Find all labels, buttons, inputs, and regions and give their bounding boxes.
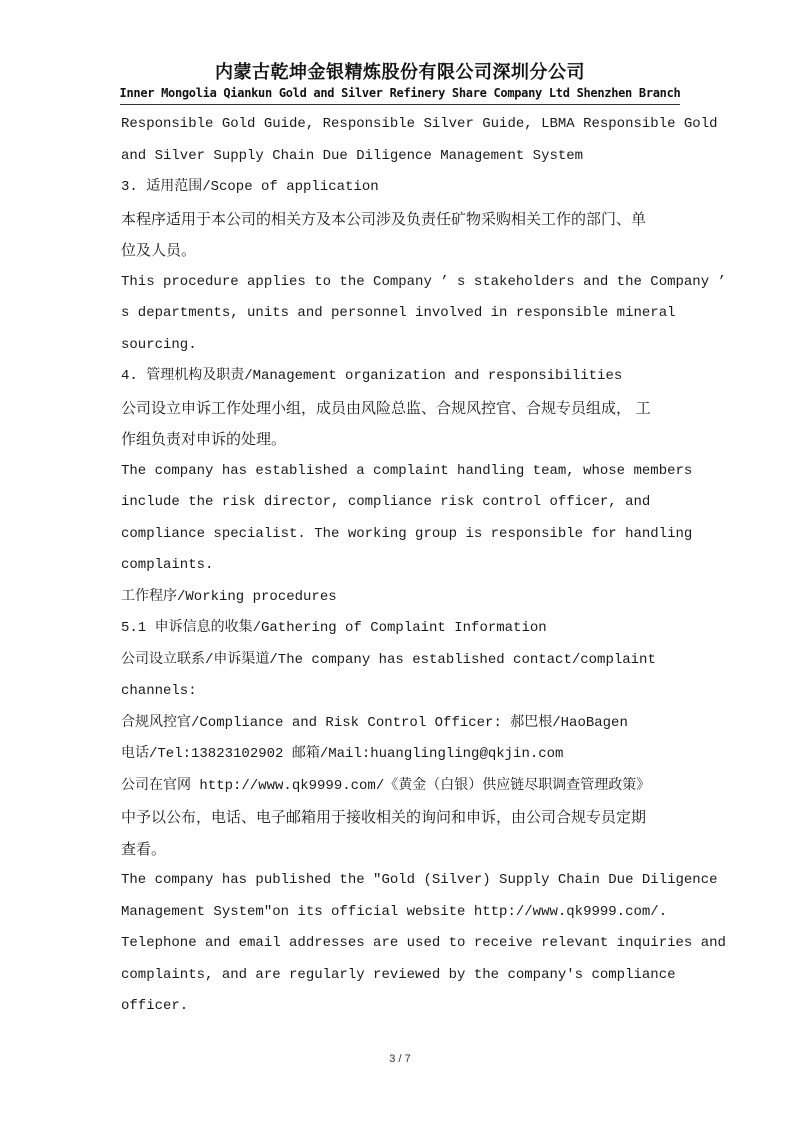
body-line: Responsible Gold Guide, Responsible Silver Guide, LBMA Responsible Gold — [121, 116, 718, 132]
body-line: complaints, and are regularly reviewed by the company's compliance — [121, 966, 676, 983]
body-line: 公司设立申诉工作处理小组，成员由风险总监、合规风控官、合规专员组成， 工 — [121, 398, 651, 417]
section-heading-management: 4. 管理机构及职责/Management organization and responsibilities — [121, 368, 623, 384]
body-line: 位及人员。 — [121, 241, 197, 259]
body-line: 中予以公布，电话、电子邮箱用于接收相关的询问和申诉，由公司合规专员定期 — [121, 808, 647, 826]
body-line: 公司设立联系/申诉渠道/The company has established contact/complaint — [121, 651, 656, 668]
subsection-heading-gathering: 5.1 申诉信息的收集/Gathering of Complaint Information — [121, 620, 547, 636]
body-line: The company has established a complaint handling team, whose members — [121, 462, 693, 479]
body-line: 公司在官网 http://www.qk9999.com/《黄金（白银）供应链尽职调查管理政策》 — [121, 777, 651, 794]
body-line: 查看。 — [121, 839, 167, 858]
contact-officer-line: 合规风控官/Compliance and Risk Control Officer: 郝巴根/HaoBagen — [121, 714, 628, 731]
body-line: Management System"on its official website http://www.qk9999.com/. — [121, 903, 668, 920]
section-heading-scope: 3. 适用范围/Scope of application — [121, 179, 379, 195]
body-line: complaints. — [121, 557, 214, 573]
body-line: 作组负责对申诉的处理。 — [121, 430, 287, 448]
body-line: 本程序适用于本公司的相关方及本公司涉及负责任矿物采购相关工作的部门、单 — [121, 209, 647, 228]
body-line: and Silver Supply Chain Due Diligence Management System — [121, 147, 584, 164]
body-line: s departments, units and personnel involved in responsible mineral — [121, 305, 676, 321]
header-divider — [120, 104, 680, 105]
body-line: channels: — [121, 683, 197, 699]
header-company-name-chinese: 内蒙古乾坤金银精炼股份有限公司深圳分公司 — [215, 62, 585, 83]
body-line: include the risk director, compliance risk control officer, and — [121, 494, 651, 510]
page-number: 3 / 7 — [389, 1053, 411, 1065]
section-heading-procedures: 工作程序/Working procedures — [121, 588, 337, 605]
body-line: Telephone and email addresses are used to receive relevant inquiries and — [121, 935, 726, 951]
body-line: officer. — [121, 998, 189, 1014]
contact-phone-email-line: 电话/Tel:13823102902 邮箱/Mail:huanglingling@qkjin.com — [121, 746, 564, 762]
body-line: This procedure applies to the Company ’ s stakeholders and the Company ’ — [121, 273, 726, 290]
body-line: compliance specialist. The working group is responsible for handling — [121, 525, 693, 542]
header-company-name-english: Inner Mongolia Qiankun Gold and Silver Refinery Share Company Ltd Shenzhen Branch — [119, 86, 681, 100]
body-line: sourcing. — [121, 336, 197, 353]
body-line: The company has published the "Gold (Silver) Supply Chain Due Diligence — [121, 872, 718, 888]
document-body — [121, 109, 726, 1023]
